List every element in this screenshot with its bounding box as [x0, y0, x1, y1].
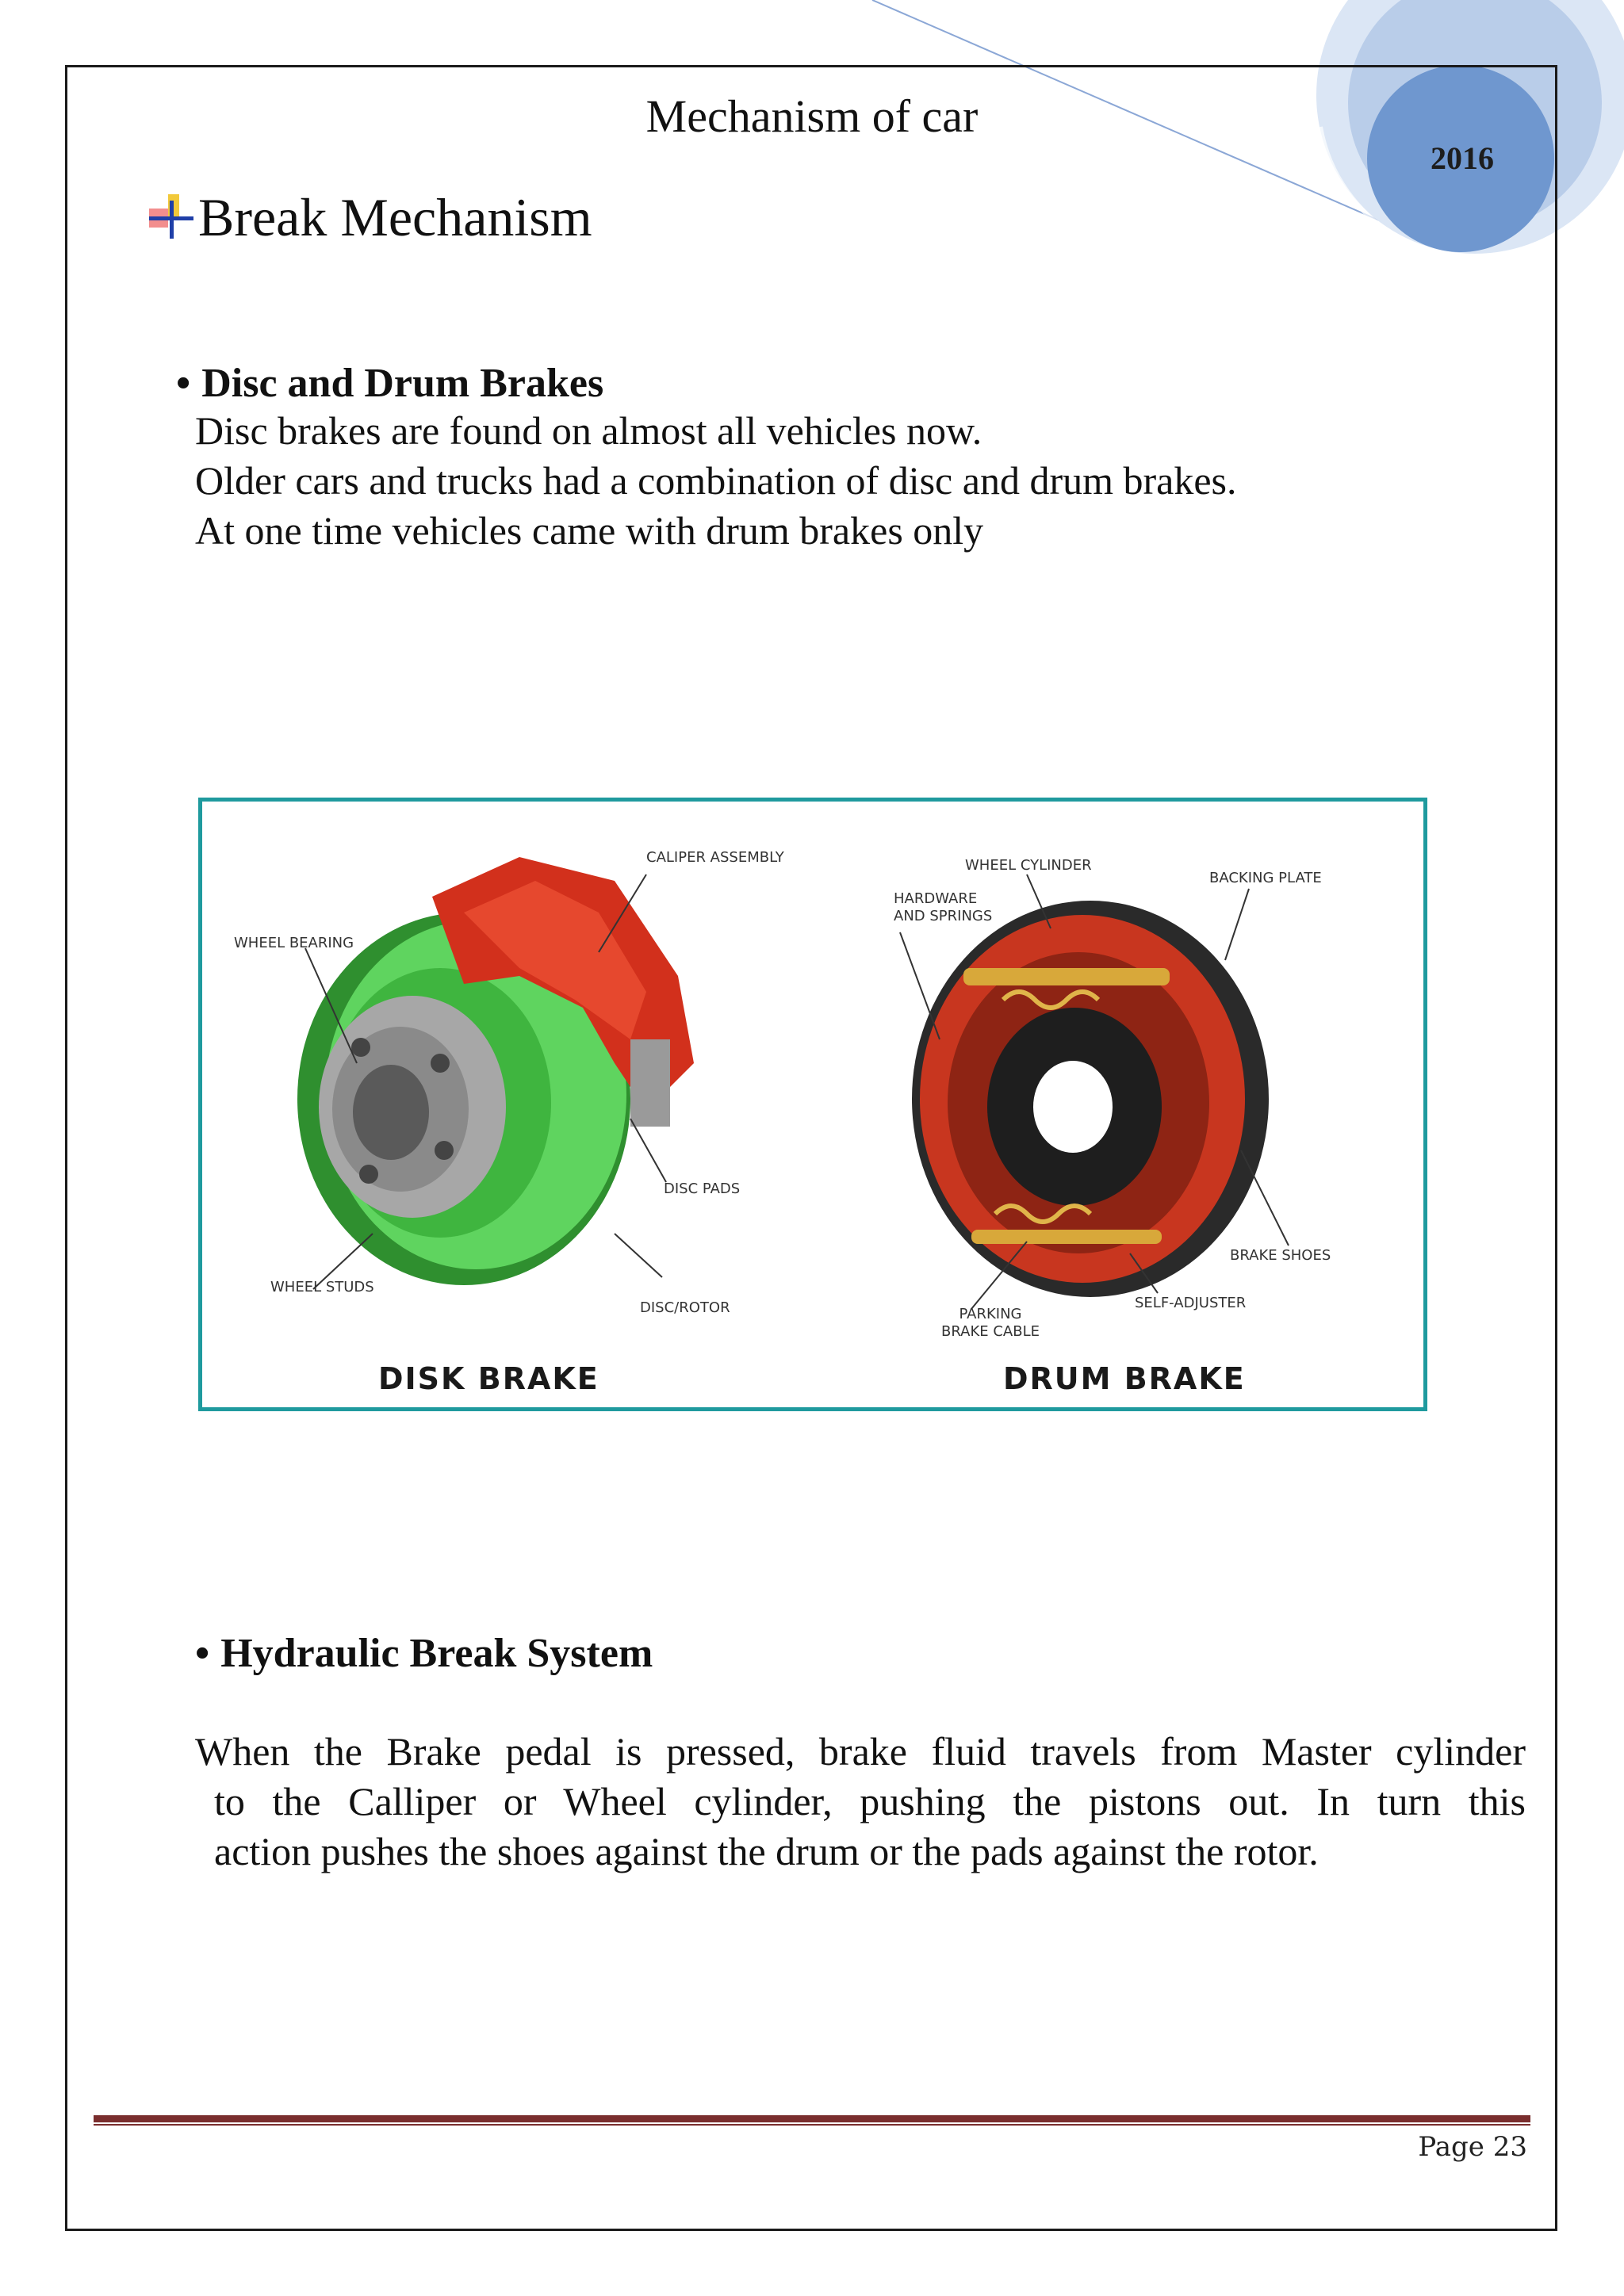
paragraph-line: At one time vehicles came with drum brakes only: [195, 508, 984, 553]
label-self-adjuster: SELF-ADJUSTER: [1135, 1295, 1247, 1311]
disk-brake-illustration: [297, 857, 694, 1285]
paragraph-line: action pushes the shoes against the drum or the pads against the rotor.: [214, 1829, 1319, 1873]
paragraph-line: Disc brakes are found on almost all vehicles now.: [195, 408, 982, 453]
paragraph-line: When the Brake pedal is pressed, brake fluid travels from Master cylinder: [195, 1729, 1526, 1774]
label-wheel-bearing: WHEEL BEARING: [234, 935, 354, 951]
brake-illustration: [202, 802, 1423, 1407]
hydraulic-heading: [195, 1630, 653, 1677]
hydraulic-paragraph: [195, 1727, 1526, 1877]
label-disc-pads: DISC PADS: [664, 1181, 741, 1197]
drum-brake-illustration: [912, 901, 1269, 1297]
drum-brake-caption: DRUM BRAKE: [1003, 1361, 1246, 1396]
label-wheel-cylinder: WHEEL CYLINDER: [965, 857, 1092, 874]
hydraulic-heading-text: Hydraulic Break System: [220, 1631, 653, 1676]
label-caliper-assembly: CALIPER ASSEMBLY: [646, 849, 784, 866]
cross-bullet-icon: [147, 193, 197, 242]
footer-rule: [94, 2115, 1530, 2126]
disc-drum-paragraph: [195, 406, 1236, 556]
header-year: 2016: [1431, 140, 1494, 176]
bullet-icon: •: [195, 1631, 210, 1676]
label-parking-brake-cable: PARKING BRAKE CABLE: [941, 1306, 1040, 1340]
label-backing-plate: BACKING PLATE: [1209, 870, 1322, 886]
label-hardware-springs: HARDWARE AND SPRINGS: [894, 890, 993, 924]
disc-drum-heading: [176, 360, 603, 407]
label-disc-rotor: DISC/ROTOR: [640, 1299, 730, 1316]
page-number: Page 23: [1418, 2131, 1527, 2163]
disk-brake-caption: DISK BRAKE: [378, 1361, 599, 1396]
section-heading: [147, 187, 592, 247]
label-wheel-studs: WHEEL STUDS: [270, 1279, 374, 1295]
disc-drum-heading-text: Disc and Drum Brakes: [201, 361, 604, 406]
bullet-icon: •: [176, 361, 191, 406]
label-brake-shoes: BRAKE SHOES: [1230, 1247, 1331, 1264]
section-title: Break Mechanism: [198, 187, 592, 247]
paragraph-line: Older cars and trucks had a combination of disc and drum brakes.: [195, 458, 1237, 503]
header-title: Mechanism of car: [645, 90, 979, 142]
brake-figure: [198, 798, 1427, 1411]
paragraph-line: to the Calliper or Wheel cylinder, pushing the pistons out. In turn this: [214, 1779, 1526, 1823]
